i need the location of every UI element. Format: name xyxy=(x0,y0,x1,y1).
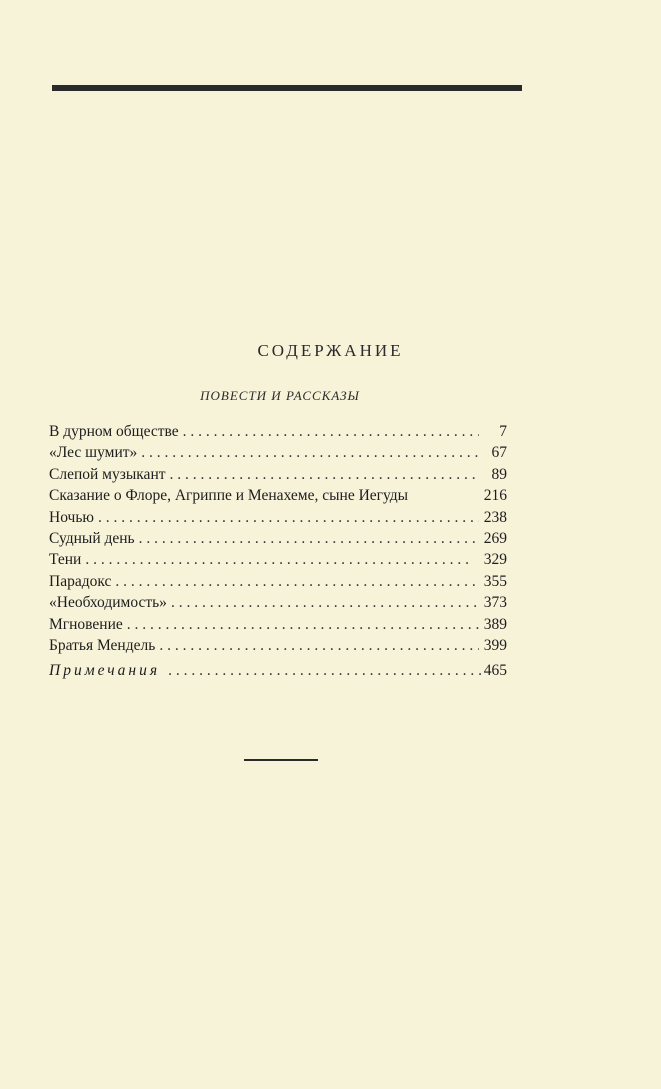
toc-entry[interactable] xyxy=(49,614,507,635)
toc-entry-title: Ночью xyxy=(49,508,94,526)
toc-entry[interactable] xyxy=(49,421,507,442)
toc-leader xyxy=(127,614,479,635)
toc-entry[interactable] xyxy=(49,507,507,528)
toc-entry-page: 355 xyxy=(483,572,507,590)
toc-entry-title: Парадокс xyxy=(49,572,112,590)
toc-leader xyxy=(168,662,482,680)
toc-entry-page: 89 xyxy=(491,465,507,483)
toc-leader xyxy=(85,549,479,570)
toc-leader xyxy=(115,571,479,592)
toc-leader xyxy=(98,507,479,528)
toc-entry[interactable] xyxy=(49,528,507,549)
toc-entry-title: «Лес шумит» xyxy=(49,444,138,462)
toc-entry-page: 373 xyxy=(483,594,507,612)
toc-entry-title: Братья Мендель xyxy=(49,636,156,654)
toc-leader xyxy=(183,421,479,442)
toc-entry[interactable] xyxy=(49,464,507,485)
toc-leader xyxy=(139,528,479,549)
bottom-rule xyxy=(244,759,318,761)
top-rule xyxy=(52,85,522,91)
toc-entry[interactable] xyxy=(49,442,507,463)
section-title: ПОВЕСТИ И РАССКАЗЫ xyxy=(200,388,360,403)
toc-leader xyxy=(170,464,479,485)
toc-entry[interactable] xyxy=(49,592,507,613)
toc-entry-title: «Необходимость» xyxy=(49,594,167,612)
toc-list xyxy=(49,421,507,656)
toc-entry-notes[interactable] xyxy=(49,662,507,680)
toc-leader xyxy=(141,442,479,463)
toc-entry-page: 329 xyxy=(483,551,507,569)
toc-leader xyxy=(171,592,479,613)
notes-title: Примечания xyxy=(49,662,161,679)
toc-leader xyxy=(159,635,479,656)
toc-entry-title: Сказание о Флоре, Агриппе и Менахеме, сыне Иегуды xyxy=(49,487,409,505)
toc-entry-title: Слепой музыкант xyxy=(49,465,166,483)
toc-entry[interactable] xyxy=(49,635,507,656)
toc-entry-title: Мгновение xyxy=(49,615,123,633)
toc-entry[interactable] xyxy=(49,549,507,570)
notes-page: 465 xyxy=(483,662,507,679)
toc-entry-page: 7 xyxy=(499,423,507,440)
toc-entry-title: Тени xyxy=(49,551,82,569)
toc-entry-page: 389 xyxy=(483,615,507,633)
toc-entry[interactable] xyxy=(49,571,507,592)
toc-entry-page: 238 xyxy=(483,508,507,526)
toc-entry-page: 216 xyxy=(483,487,507,505)
toc-entry-page: 269 xyxy=(483,529,507,547)
toc-entry-title: В дурном обществе xyxy=(49,423,179,440)
toc-entry[interactable] xyxy=(49,485,507,506)
toc-entry-title: Судный день xyxy=(49,529,135,547)
toc-entry-page: 399 xyxy=(483,636,507,654)
page-title: СОДЕРЖАНИЕ xyxy=(257,341,404,360)
toc-entry-page: 67 xyxy=(491,444,507,462)
